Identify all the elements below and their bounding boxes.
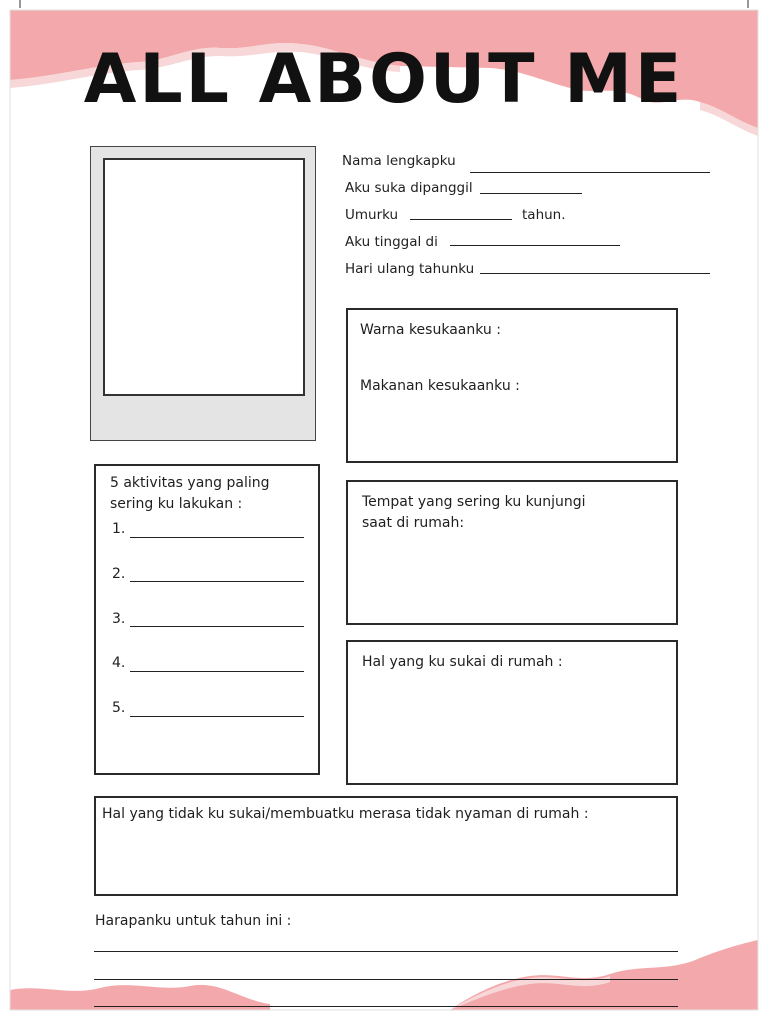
activity-line-3[interactable] xyxy=(130,626,304,627)
photo-placeholder[interactable] xyxy=(103,158,305,396)
dislikes-heading: Hal yang tidak ku sukai/membuatku merasa tidak nyaman di rumah : xyxy=(102,806,589,822)
page-title: ALL ABOUT ME xyxy=(83,40,685,119)
activity-line-5[interactable] xyxy=(130,716,304,717)
places-heading: Tempat yang sering ku kunjungi saat di rumah: xyxy=(362,494,586,531)
favorites-box[interactable] xyxy=(346,308,678,463)
favorite-food-label: Makanan kesukaanku : xyxy=(360,378,520,394)
activity-line-1[interactable] xyxy=(130,537,304,538)
nickname-label: Aku suka dipanggil xyxy=(345,180,473,196)
likes-box[interactable] xyxy=(346,640,678,785)
activity-number: 5. xyxy=(112,700,126,716)
activity-number: 1. xyxy=(112,521,126,537)
favorite-color-label: Warna kesukaanku : xyxy=(360,322,501,338)
photo-frame xyxy=(90,146,316,441)
activity-line-4[interactable] xyxy=(130,671,304,672)
residence-label: Aku tinggal di xyxy=(345,234,438,250)
birthday-label: Hari ulang tahunku xyxy=(345,261,475,277)
places-box[interactable] xyxy=(346,480,678,625)
activity-number: 2. xyxy=(112,566,126,582)
activity-number: 3. xyxy=(112,611,126,627)
birthday-line[interactable] xyxy=(480,273,710,274)
activity-number: 4. xyxy=(112,655,126,671)
likes-heading: Hal yang ku sukai di rumah : xyxy=(362,654,563,670)
activities-heading: 5 aktivitas yang paling sering ku lakukan : xyxy=(110,475,270,512)
age-label: Umurku xyxy=(345,207,399,223)
nickname-line[interactable] xyxy=(480,193,582,194)
full-name-label: Nama lengkapku xyxy=(342,153,456,169)
activity-line-2[interactable] xyxy=(130,581,304,582)
hopes-label: Harapanku untuk tahun ini : xyxy=(95,913,292,929)
age-suffix: tahun. xyxy=(522,207,566,223)
activities-box xyxy=(94,464,320,775)
age-line[interactable] xyxy=(410,219,512,220)
hopes-line-2[interactable] xyxy=(94,979,678,980)
hopes-line-3[interactable] xyxy=(94,1006,678,1007)
hopes-line-1[interactable] xyxy=(94,951,678,952)
residence-line[interactable] xyxy=(450,245,620,246)
full-name-line[interactable] xyxy=(470,172,710,173)
dislikes-box[interactable] xyxy=(94,796,678,896)
